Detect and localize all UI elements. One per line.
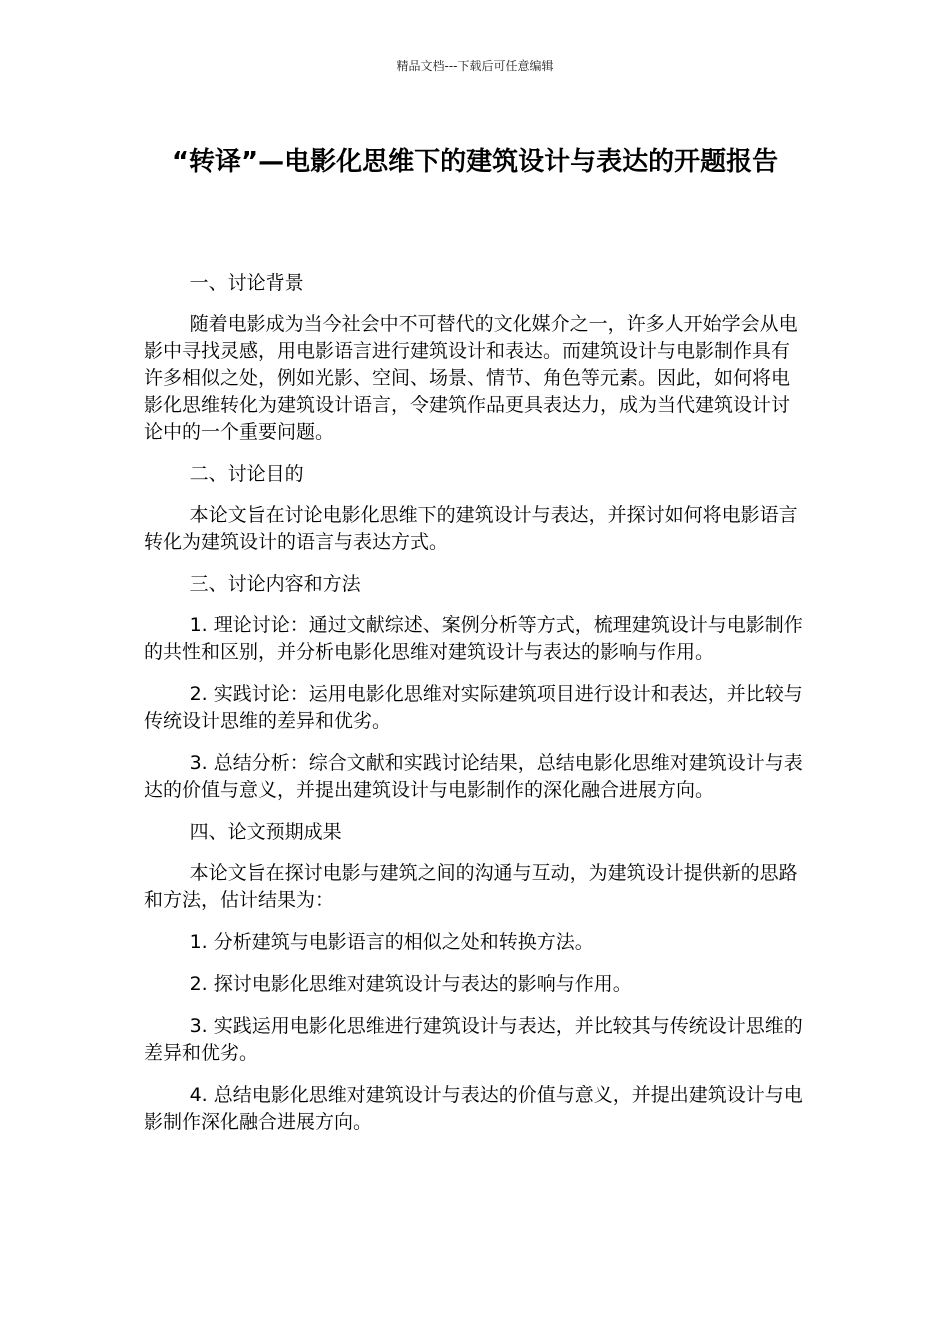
body-paragraph: 本论文旨在讨论电影化思维下的建筑设计与表达，并探讨如何将电影语言转化为建筑设计的语言与表达方式。 [144,504,798,553]
list-item: 1. 分析建筑与电影语言的相似之处和转换方法。 [189,931,594,953]
section-heading-purpose: 二、讨论目的 [189,463,304,485]
header-note: 精品文档---下载后可任意编辑 [396,59,554,73]
list-item: 3. 实践运用电影化思维进行建筑设计与表达，并比较其与传统设计思维的差异和优劣。 [144,1015,803,1064]
document-title: “转译”—电影化思维下的建筑设计与表达的开题报告 [171,147,779,177]
list-item: 3. 总结分析：综合文献和实践讨论结果，总结电影化思维对建筑设计与表达的价值与意义，并提出建筑设计与电影制作的深化融合进展方向。 [144,752,803,801]
section-heading-expected-results: 四、论文预期成果 [189,821,342,843]
list-item: 4. 总结电影化思维对建筑设计与表达的价值与意义，并提出建筑设计与电影制作深化融合进展方向。 [144,1084,803,1133]
body-paragraph: 随着电影成为当今社会中不可替代的文化媒介之一，许多人开始学会从电影中寻找灵感，用电影语言进行建筑设计和表达。而建筑设计与电影制作具有许多相似之处，例如光影、空间、场景、情节、角色等元素。因此，如何将电影化思维转化为建筑设计语言，令建筑作品更具表达力，成为当代建筑设计讨论中的一个重要问题。 [144,313,798,443]
document-body [144,270,804,1151]
body-paragraph: 本论文旨在探讨电影与建筑之间的沟通与互动，为建筑设计提供新的思路和方法，估计结果为： [144,862,798,911]
list-item: 2. 探讨电影化思维对建筑设计与表达的影响与作用。 [189,973,632,995]
section-heading-content-method: 三、讨论内容和方法 [189,573,361,595]
list-item: 1. 理论讨论：通过文献综述、案例分析等方式，梳理建筑设计与电影制作的共性和区别，并分析电影化思维对建筑设计与表达的影响与作用。 [144,614,803,663]
section-heading-background: 一、讨论背景 [189,272,304,294]
list-item: 2. 实践讨论：运用电影化思维对实际建筑项目进行设计和表达，并比较与传统设计思维的差异和优劣。 [144,683,803,732]
